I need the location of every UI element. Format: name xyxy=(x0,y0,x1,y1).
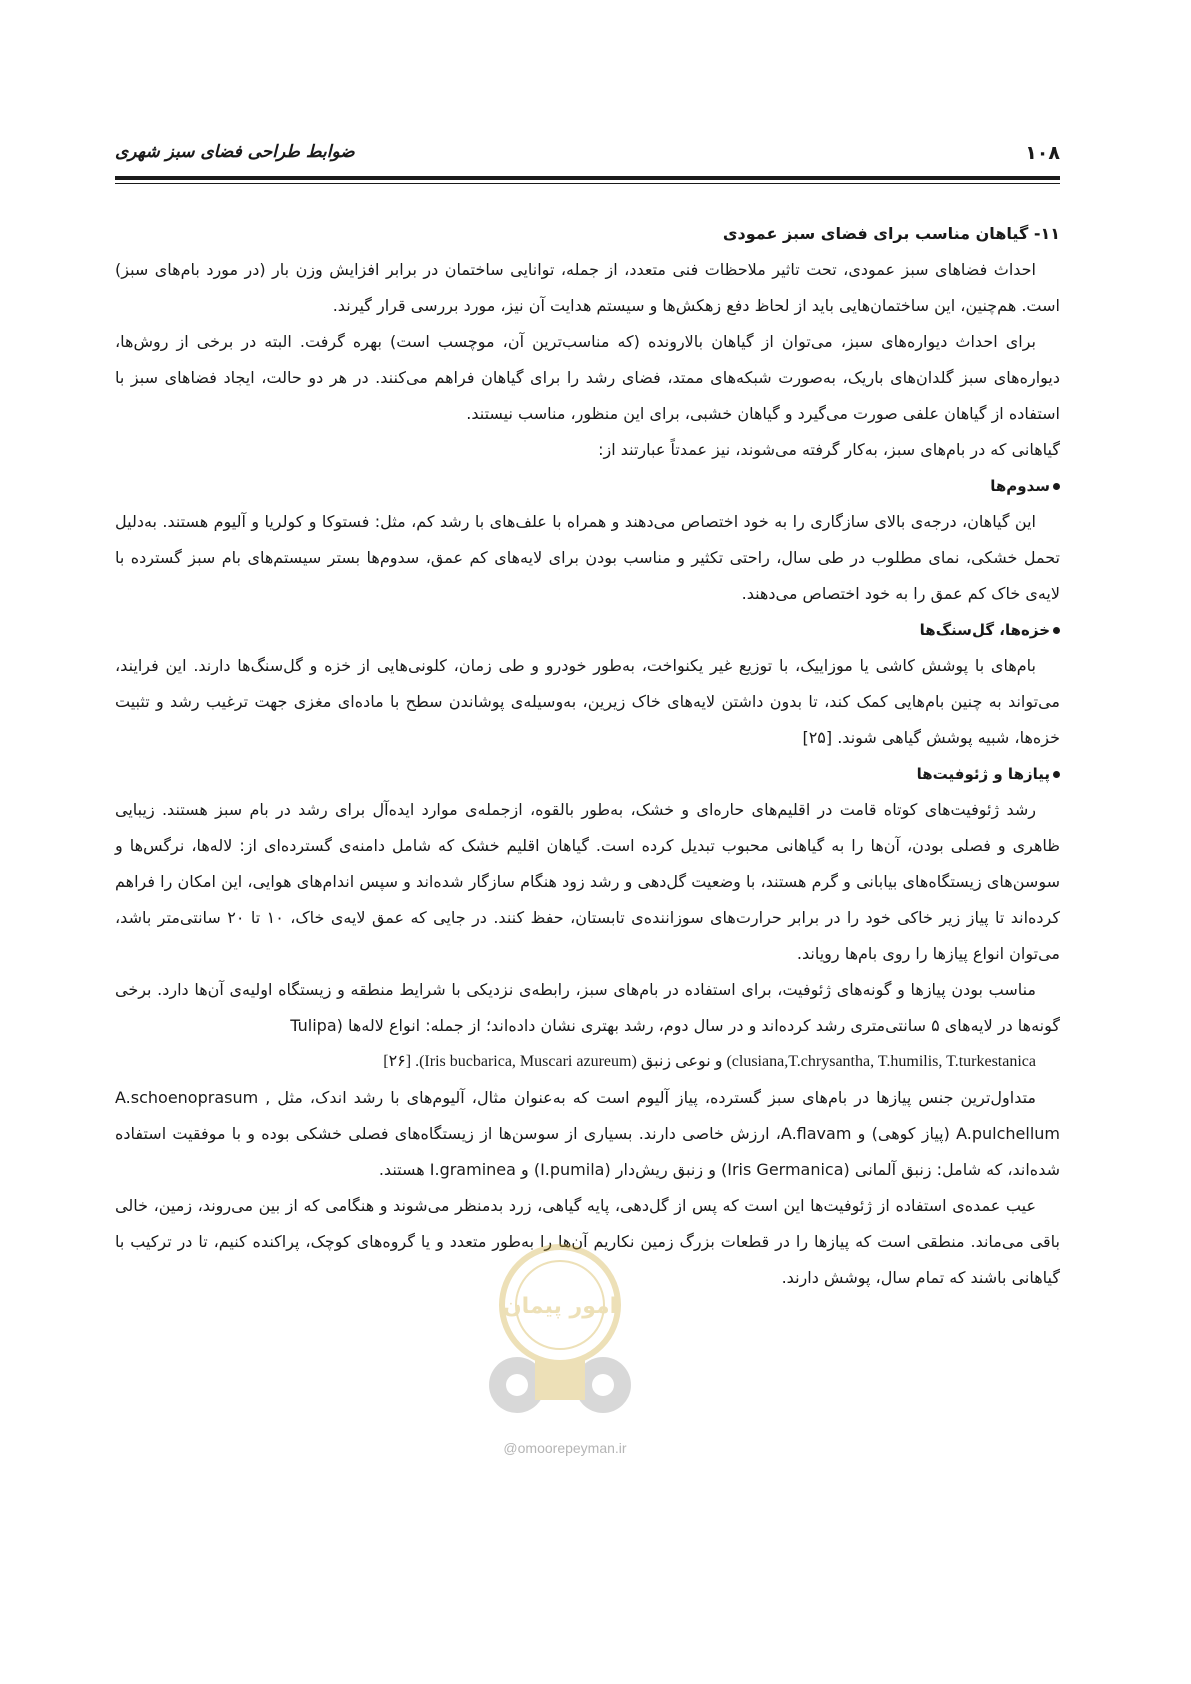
running-header xyxy=(115,138,1060,170)
subsection-title: پیازها و ژئوفیت‌ها xyxy=(916,765,1050,783)
watermark-logo-text: امور پیمان xyxy=(502,1294,618,1319)
header-rule-thin xyxy=(115,183,1060,184)
header-rule-thick xyxy=(115,176,1060,180)
subsection-title: سدوم‌ها xyxy=(990,477,1050,495)
bullet-icon xyxy=(1053,627,1060,634)
list-intro: گیاهانی که در بام‌های سبز، به‌کار گرفته می‌شوند، نیز عمدتاً عبارتند از: xyxy=(598,440,1060,459)
paragraph: بام‌های با پوشش کاشی یا موزاییک، با توزیع غیر یکنواخت، به‌طور خودرو و طی زمان، کلونی‌هایی از خزه و گل‌سنگ‌ها دارند. این فرایند، می‌تواند به چنین بام‌هایی کمک کند، تا بدون داشتن لایه‌های خاک زیرین، به‌وسیله‌ی پوشاندن سطح با ماده‌ای مغزی جهت ترغیب رشد و تثبیت خزه‌ها، شبیه پوشش گیاهی شوند. [۲۵] xyxy=(115,656,1060,747)
bullet-icon xyxy=(1053,483,1060,490)
subsection-heading-sedums xyxy=(115,468,1060,504)
body-text xyxy=(115,216,1060,1296)
paragraph: این گیاهان، درجه‌ی بالای سازگاری را به خود اختصاص می‌دهند و همراه با علف‌های با رشد کم، مثل: فستوکا و کولریا و آلیوم هستند. به‌دلیل تحمل خشکی، نمای مطلوب در طی سال، راحتی تکثیر و مناسب بودن برای لایه‌های کم عمق، سدوم‌ها بستر سیستم‌های بام سبز گسترده با لایه‌ی خاک کم عمق را به خود اختصاص می‌دهند. xyxy=(115,512,1060,603)
paragraph: رشد ژئوفیت‌های کوتاه قامت در اقلیم‌های حاره‌ای و خشک، به‌طور بالقوه، ازجمله‌ی موارد ایده‌آل برای رشد در بام سبز هستند. زیبایی ظاهری و فصلی بودن، آن‌ها را به گیاهانی محبوب تبدیل کرده است. گیاهان اقلیم خشک که شامل دامنه‌ی گسترده‌ای از: لاله‌ها، نرگس‌ها و سوسن‌های زیستگاه‌های بیابانی و گرم هستند، با وضعیت گل‌دهی و رشد زود هنگام سازگار شده‌اند و سپس اندام‌های هوایی، این امکان را فراهم کرده‌اند تا پیاز زیر خاکی خود را در برابر حرارت‌های سوزاننده‌ی تابستان، حفظ کنند. در جایی که عمق لایه‌ی خاک، ۱۰ تا ۲۰ سانتی‌متر باشد، می‌توان انواع پیازها را روی بام‌ها رویاند. xyxy=(115,800,1061,963)
page-number: ۱۰۸ xyxy=(1025,142,1060,164)
subsection-title: خزه‌ها، گل‌سنگ‌ها xyxy=(919,621,1050,639)
paragraph: مناسب بودن پیازها و گونه‌های ژئوفیت، برای استفاده در بام‌های سبز، رابطه‌ی نزدیکی با شرایط منطقه و زیستگاه اولیه‌ی آن‌ها دارد. برخی گونه‌ها در لایه‌های ۵ سانتی‌متری رشد کرده‌اند و در سال دوم، رشد بهتری نشان داده‌اند؛ از جمله: انواع لاله‌ها (Tulipa xyxy=(115,980,1060,1035)
subsection-heading-bulbs xyxy=(115,756,1060,792)
paragraph: عیب عمده‌ی استفاده از ژئوفیت‌ها این است که پس از گل‌دهی، پایه گیاهی، زرد بدمنظر می‌شوند و هنگامی که از بین می‌روند، زمین، خالی باقی می‌ماند. منطقی است که پیازها را در قطعات بزرگ زمین نکاریم آن‌ها را به‌طور متعدد و یا گروه‌های کوچک، پراکنده کنیم، تا در ترکیب با گیاهانی باشند که تمام سال، پوشش دارند. xyxy=(115,1196,1060,1287)
paragraph: احداث فضاهای سبز عمودی، تحت تاثیر ملاحظات فنی متعدد، از جمله، توانایی ساختمان در برابر افزایش وزن بار (در مورد بام‌های سبز) است. هم‌چنین، این ساختمان‌هایی باید از لحاظ دفع زهکش‌ها و سیستم هدایت آن نیز، مورد بررسی قرار گیرند. xyxy=(115,260,1060,315)
watermark-logo xyxy=(455,1235,665,1435)
subsection-heading-mosses xyxy=(115,612,1060,648)
paragraph: متداول‌ترین جنس پیازها در بام‌های سبز گسترده، پیاز آلیوم است که به‌عنوان مثال، آلیوم‌های با رشد اندک، مثل A.schoenoprasum , A.pulchellum (پیاز کوهی) و A.flavam، ارزش خاصی دارند. بسیاری از سوسن‌ها از زیستگاه‌های فصلی خشکی بوده و با موفقیت استفاده شده‌اند، که شامل: زنبق آلمانی (Iris Germanica) و زنبق ریش‌دار (I.pumila) و I.graminea هستند. xyxy=(115,1088,1061,1179)
paragraph: برای احداث دیواره‌های سبز، می‌توان از گیاهان بالارونده (که مناسب‌ترین آن، موچسب است) بهره گرفت. البته در برخی از روش‌ها، دیواره‌های سبز گلدان‌های باریک، به‌صورت شبکه‌های ممتد، فضای رشد را برای گیاهان فراهم می‌کنند. در هر دو حالت، ایجاد فضاهای سبز با استفاده از گیاهان علفی صورت می‌گیرد و گیاهان خشبی، برای این منظور، مناسب نیستند. xyxy=(115,332,1060,423)
section-heading: ۱۱- گیاهان مناسب برای فضای سبز عمودی xyxy=(722,224,1060,243)
species-list-line: clusiana,T.chrysantha, T.humilis, T.turkestanica) و نوعی زنبق (Iris bucbarica, Muscari azureum). [۲۶] xyxy=(383,1053,1036,1070)
book-title: ضوابط طراحی فضای سبز شهری xyxy=(115,142,355,162)
bullet-icon xyxy=(1053,771,1060,778)
watermark-url: @omoorepeyman.ir xyxy=(503,1440,627,1456)
